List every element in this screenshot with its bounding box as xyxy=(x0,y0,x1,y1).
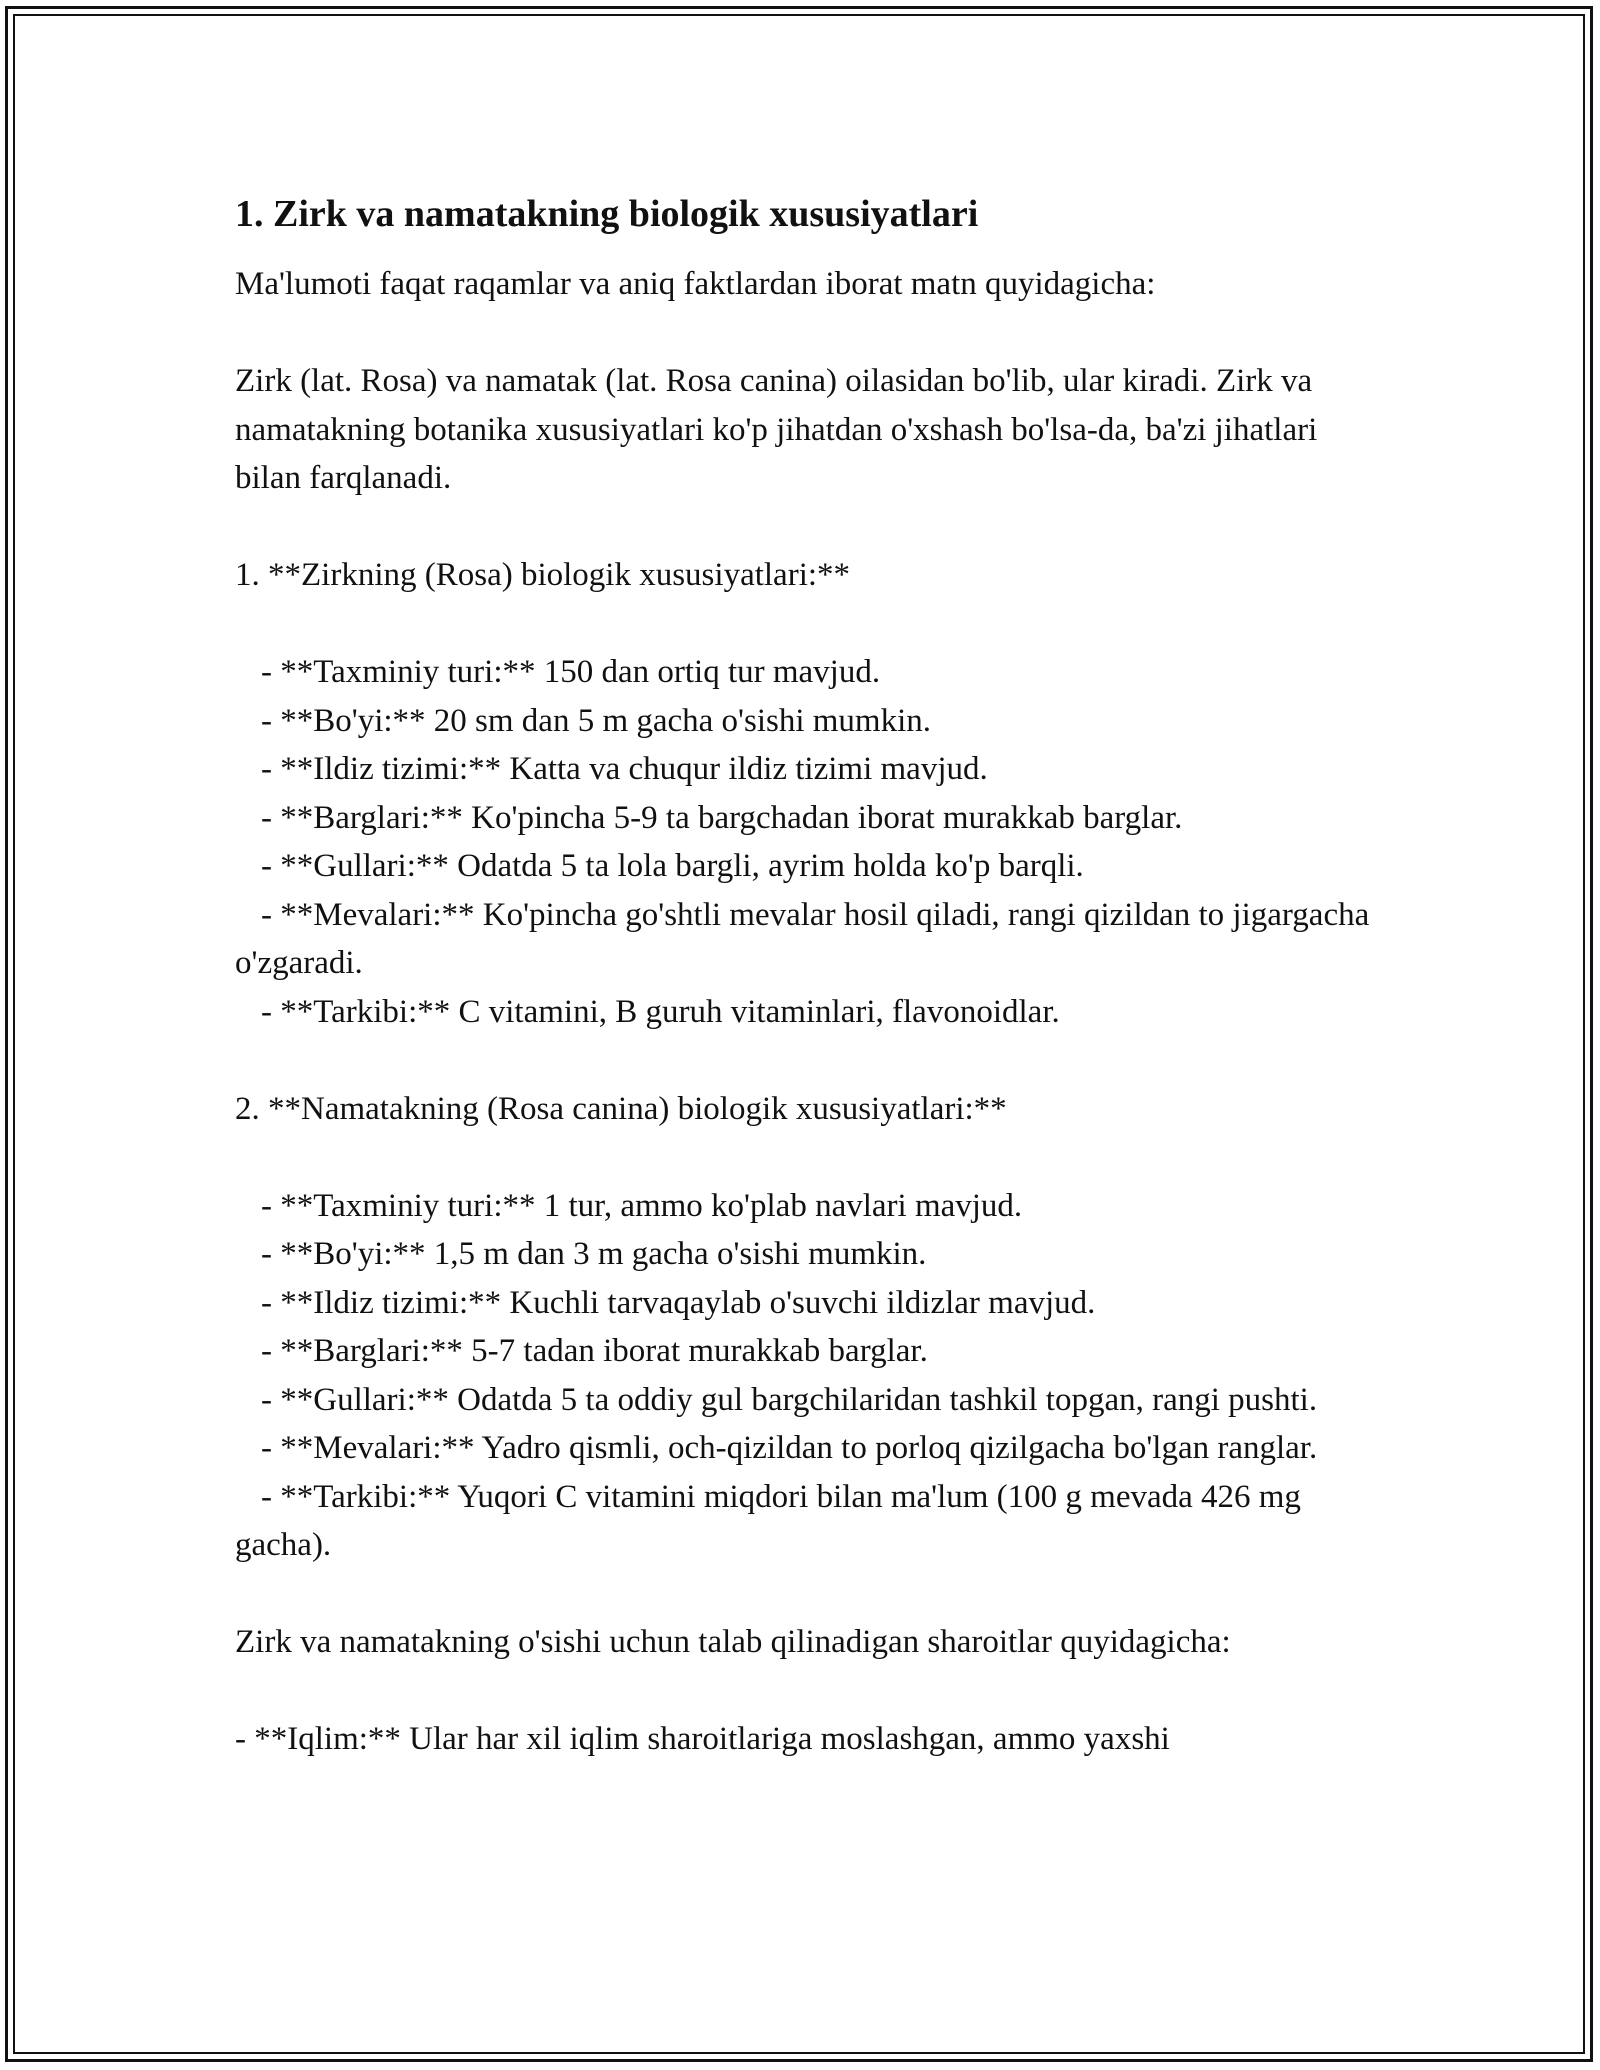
section-1-item: - **Mevalari:** Ko'pincha go'shtli mevalar hosil qiladi, rangi qizildan to jigargacha o'zgaradi. xyxy=(235,896,1370,981)
section-1-item: - **Ildiz tizimi:** Katta va chuqur ildiz tizimi mavjud. xyxy=(261,751,988,787)
intro-text: Ma'lumoti faqat raqamlar va aniq faktlardan iborat matn quyidagicha: xyxy=(235,266,1156,302)
section-2-item: - **Tarkibi:** Yuqori C vitamini miqdori bilan ma'lum (100 g mevada 426 mg gacha). xyxy=(235,1478,1301,1563)
section-2-item: - **Ildiz tizimi:** Kuchli tarvaqaylab o'suvchi ildizlar mavjud. xyxy=(261,1284,1096,1321)
section-2-item: - **Barglari:** 5-7 tadan iborat murakkab barglar. xyxy=(261,1333,928,1369)
section-2-item: - **Gullari:** Odatda 5 ta oddiy gul bargchilaridan tashkil topgan, rangi pushti. xyxy=(261,1381,1318,1418)
section-1-item: - **Gullari:** Odatda 5 ta lola bargli, ayrim holda ko'p barqli. xyxy=(261,848,1084,884)
intro-paragraph: Zirk (lat. Rosa) va namatak (lat. Rosa canina) oilasidan bo'lib, ular kiradi. Zirk va namatakning botanika xususiyatlari ko'p jihatdan o'xshash bo'lsa-da, ba'zi jihatlari bilan farqlanadi. xyxy=(235,363,1318,496)
section-1-title: 1. **Zirkning (Rosa) biologik xususiyatlari:** xyxy=(235,557,851,593)
conditions-intro: Zirk va namatakning o'sishi uchun talab qilinadigan sharoitlar quyidagicha: xyxy=(235,1624,1231,1660)
section-1-item: - **Taxminiy turi:** 150 dan ortiq tur mavjud. xyxy=(261,654,881,690)
section-1-item: - **Barglari:** Ko'pincha 5-9 ta bargchadan iborat murakkab barglar. xyxy=(261,799,1183,836)
section-2-item: - **Mevalari:** Yadro qismli, och-qizildan to porloq qizilgacha bo'lgan ranglar. xyxy=(261,1430,1318,1466)
section-2-item: - **Taxminiy turi:** 1 tur, ammo ko'plab navlari mavjud. xyxy=(261,1187,1023,1224)
section-1-item: - **Tarkibi:** C vitamini, B guruh vitaminlari, flavonoidlar. xyxy=(261,993,1060,1030)
section-2-title: 2. **Namatakning (Rosa canina) biologik xususiyatlari:** xyxy=(235,1090,1007,1127)
page-heading: 1. Zirk va namatakning biologik xususiyatlari xyxy=(235,193,979,235)
conditions-item: - **Iqlim:** Ular har xil iqlim sharoitlariga moslashgan, ammo yaxshi xyxy=(235,1721,1170,1757)
document-page xyxy=(235,188,1375,1764)
section-1-item: - **Bo'yi:** 20 sm dan 5 m gacha o'sishi mumkin. xyxy=(261,702,932,739)
section-2-item: - **Bo'yi:** 1,5 m dan 3 m gacha o'sishi mumkin. xyxy=(261,1236,927,1272)
